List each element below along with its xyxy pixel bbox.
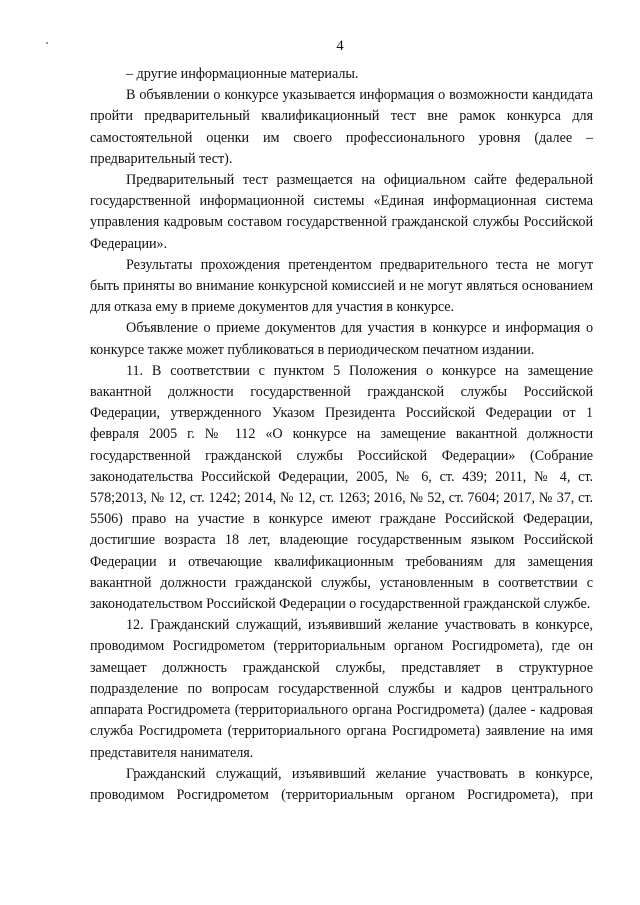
document-body (90, 64, 593, 806)
paragraph-item-11: 11. В соответствии с пунктом 5 Положения о конкурсе на замещение вакантной должности государственной гражданской службы Российской Федерации, утвержденного Указом Президента Российской Федерации от 1 февраля 2005 г. № 112 «О конкурсе на замещение вакантной должности государственной гражданской службы Российской Федерации» (Собрание законодательства Российской Федерации, 2005, № 6, ст. 439; 2011, № 4, ст. 578;2013, № 12, ст. 1242; 2014, № 12, ст. 1263; 2016, № 52, ст. 7604; 2017, № 37, ст. 5506) право на участие в конкурсе имеют граждане Российской Федерации, достигшие возраста 18 лет, владеющие государственным языком Российской Федерации и отвечающие квалификационным требованиям для замещения вакантной должности гражданской службы, установленным в соответствии с законодательством Российской Федерации о государственной гражданской службе. (90, 362, 593, 613)
paragraph-preliminary-test-info: В объявлении о конкурсе указывается информация о возможности кандидата пройти предварительный квалификационный тест вне рамок конкурса для самостоятельной оценки им своего профессионального уровня (далее – предварительный тест). (90, 87, 593, 167)
paragraph-item-12: 12. Гражданский служащий, изъявивший желание участвовать в конкурсе, проводимом Росгидрометом (территориальным органом Росгидромета), где он замещает должность гражданской службы, представляет в структурное подразделение по вопросам государственной службы и кадров центрального аппарата Росгидромета (территориального органа Росгидромета) (далее - кадровая служба Росгидромета (территориального органа Росгидромета) заявление на имя представителя нанимателя. (90, 617, 593, 761)
paragraph-announcement-publication: Объявление о приеме документов для участия в конкурсе и информация о конкурсе также может публиковаться в периодическом печатном издании. (90, 320, 593, 358)
page-number: 4 (336, 38, 344, 54)
paragraph-test-results: Результаты прохождения претендентом предварительного теста не могут быть приняты во внимание конкурсной комиссией и не могут являться основанием для отказа ему в приеме документов для участия в конкурсе. (90, 256, 593, 316)
paragraph-test-placement: Предварительный тест размещается на официальном сайте федеральной государственной информационной системы «Единая информационная система управления кадровым составом государственной гражданской службы Российской Федерации». (90, 172, 593, 252)
paragraph-other-materials: – другие информационные материалы. (126, 66, 359, 82)
paragraph-civil-servant-continued: Гражданский служащий, изъявивший желание участвовать в конкурсе, проводимом Росгидрометом (территориальным органом Росгидромета), при (90, 765, 593, 803)
